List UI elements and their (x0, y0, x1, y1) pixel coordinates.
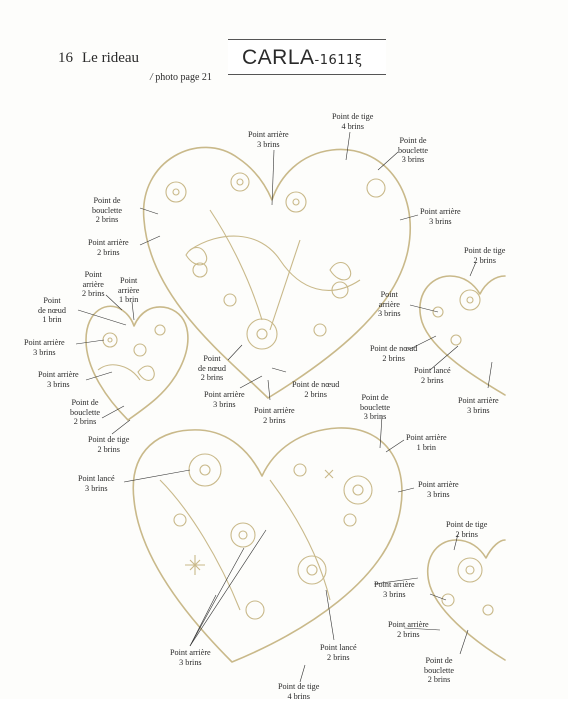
stitch-label: Point de tige 4 brins (278, 682, 320, 701)
stitch-label: Point lancé 3 brins (78, 474, 115, 493)
stitch-label: Point de tige 2 brins (464, 246, 506, 265)
stitch-label: Point arrière 1 brin (406, 433, 447, 452)
bottom-heart-flowers (160, 454, 372, 619)
stitch-label: Point de bouclette 2 brins (70, 398, 101, 426)
stitch-label: Point arrière 3 brins (374, 580, 415, 599)
stamp-name: CARLA (242, 46, 315, 69)
stitch-label: Point de tige 2 brins (88, 435, 130, 454)
stitch-label: Point de bouclette 2 brins (424, 656, 455, 684)
stitch-label: Point de nœud 2 brins (198, 354, 226, 382)
stitch-label: Point arrière 3 brins (458, 396, 499, 415)
right-partial-flowers (433, 290, 493, 615)
stitch-label: Point arrière 3 brins (204, 390, 245, 409)
stitch-label: Point arrière 3 brins (248, 130, 289, 149)
photo-reference-page: photo page 21 (155, 72, 212, 83)
stitch-label: Point arrière 3 brins (378, 290, 401, 318)
photo-reference-prefix: / (150, 72, 156, 83)
stitch-label: Point arrière 2 brins (254, 406, 295, 425)
stitch-label: Point arrière 2 brins (88, 238, 129, 257)
top-heart-flowers (166, 173, 385, 349)
small-left-heart-outline (86, 306, 188, 420)
stitch-label: Point de nœud 1 brin (38, 296, 66, 324)
large-bottom-heart-outline (133, 428, 402, 662)
stitch-label: Point de nœud 2 brins (292, 380, 340, 399)
stitch-label: Point arrière 3 brins (418, 480, 459, 499)
stitch-label: Point arrière 3 brins (24, 338, 65, 357)
stamp-ref: -1611ξ (314, 53, 363, 68)
stitch-label: Point de bouclette 2 brins (92, 196, 123, 224)
stitch-label: Point de tige 4 brins (332, 112, 374, 131)
stitch-label: Point de bouclette 3 brins (398, 136, 429, 164)
stitch-label: Point de bouclette 3 brins (360, 393, 391, 421)
pattern-number: 16 (58, 50, 73, 66)
stitch-label: Point arrière 3 brins (420, 207, 461, 226)
stitch-label: Point arrière 3 brins (170, 648, 211, 667)
small-left-heart-flowers (98, 325, 165, 380)
pattern-title: Le rideau (82, 50, 140, 66)
stitch-label: Point lancé 2 brins (414, 366, 451, 385)
stitch-label: Point arrière 1 brin (118, 276, 140, 304)
stitch-label: Point arrière 2 brins (388, 620, 429, 639)
stitch-label: Point arrière 3 brins (38, 370, 79, 389)
stitch-label: Point lancé 2 brins (320, 643, 357, 662)
stitch-label: Point de nœud 2 brins (370, 344, 418, 363)
stitch-label: Point de tige 2 brins (446, 520, 488, 539)
stitch-label: Point arrière 2 brins (82, 270, 105, 298)
